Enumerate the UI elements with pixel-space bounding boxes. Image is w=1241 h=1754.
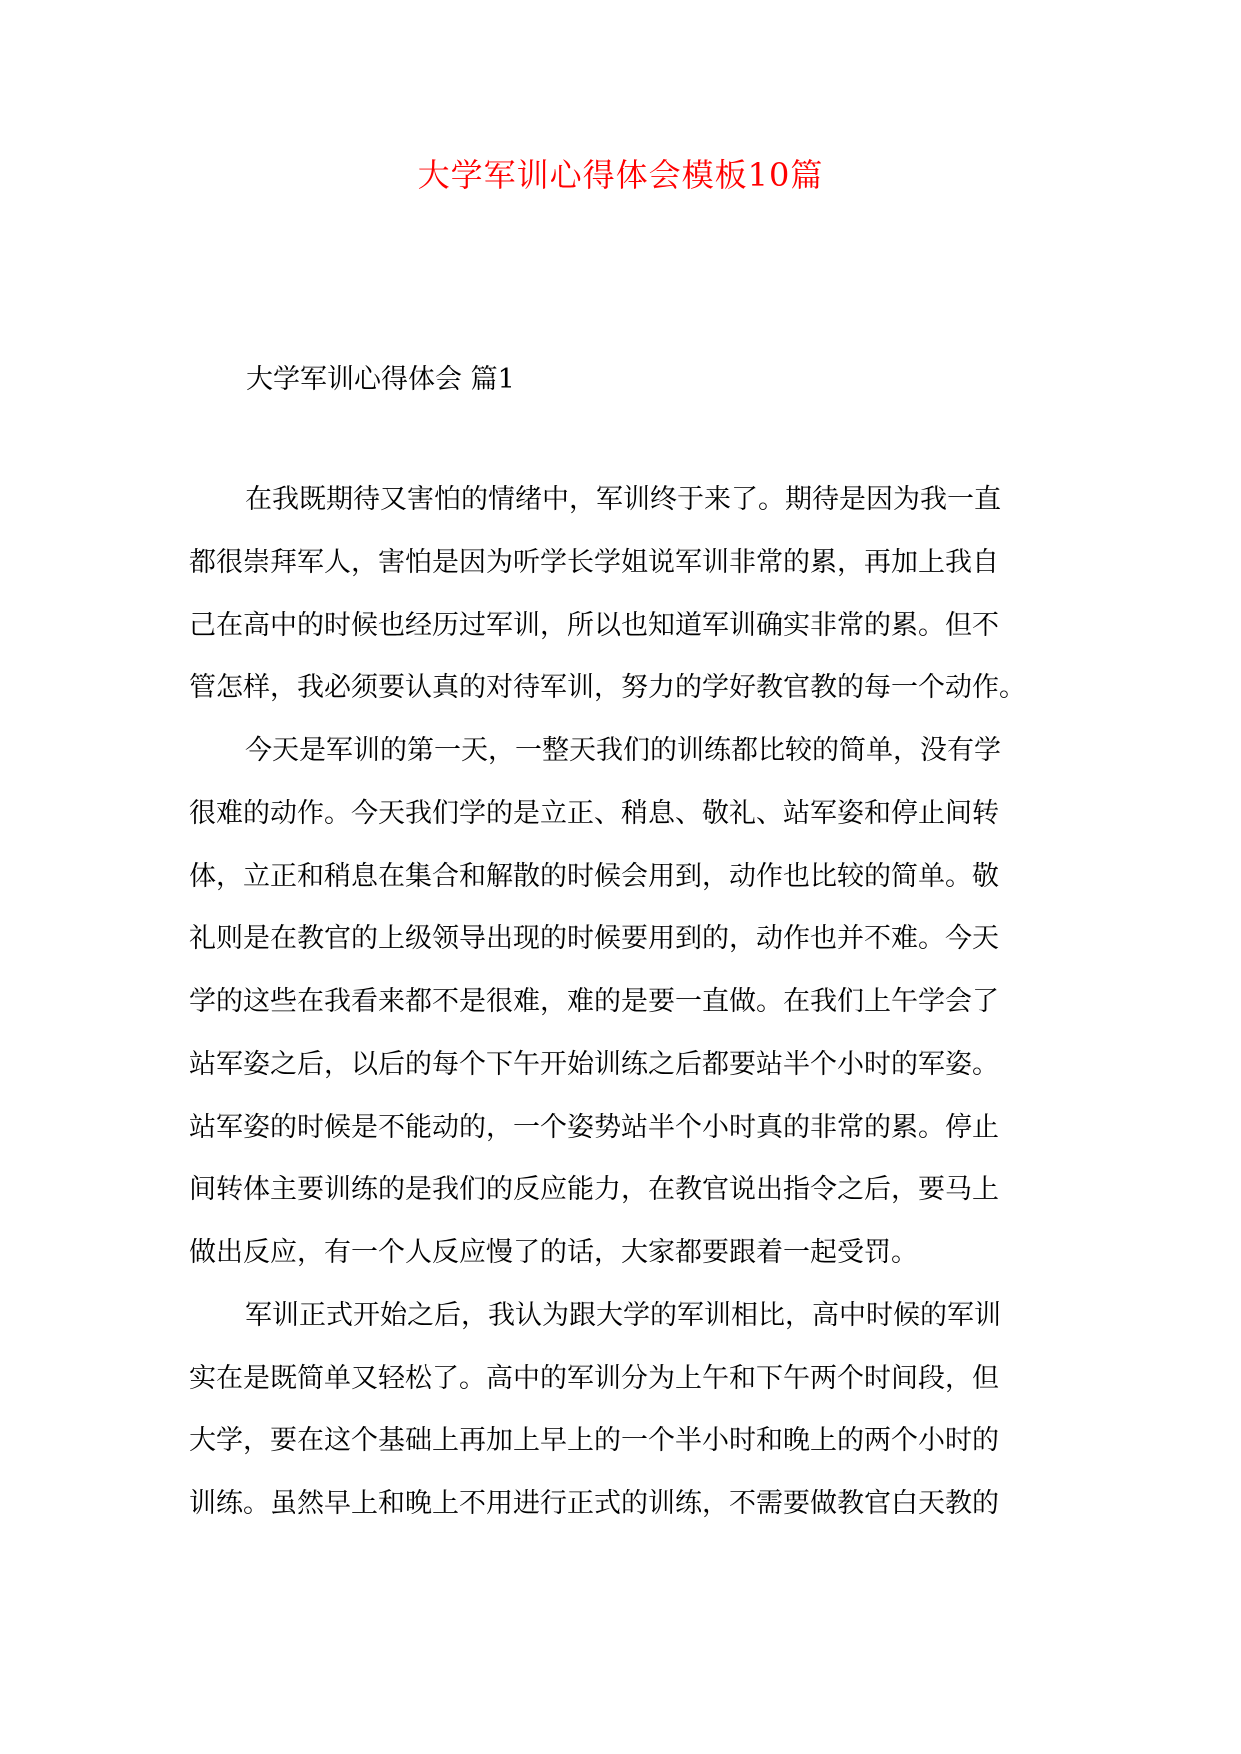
body-line: 在我既期待又害怕的情绪中，军训终于来了。期待是因为我一直: [245, 484, 1001, 515]
body-line: 管怎样，我必须要认真的对待军训，努力的学好教官教的每一个动作。: [189, 672, 1026, 704]
body-line: 礼则是在教官的上级领导出现的时候要用到的，动作也并不难。今天: [189, 923, 999, 955]
body-line: 站军姿之后，以后的每个下午开始训练之后都要站半个小时的军姿。: [189, 1048, 999, 1080]
section-heading: 大学军训心得体会 篇1: [246, 364, 515, 395]
body-line: 间转体主要训练的是我们的反应能力，在教官说出指令之后，要马上: [189, 1174, 999, 1206]
body-line: 体，立正和稍息在集合和解散的时候会用到，动作也比较的简单。敬: [189, 860, 999, 892]
document-title: 大学军训心得体会模板10篇: [417, 156, 824, 194]
body-line: 大学，要在这个基础上再加上早上的一个半小时和晚上的两个小时的: [189, 1425, 999, 1457]
body-line: 己在高中的时候也经历过军训，所以也知道军训确实非常的累。但不: [189, 609, 999, 641]
body-line: 做出反应，有一个人反应慢了的话，大家都要跟着一起受罚。: [189, 1237, 918, 1268]
body-line: 学的这些在我看来都不是很难，难的是要一直做。在我们上午学会了: [189, 986, 999, 1017]
body-line: 很难的动作。今天我们学的是立正、稍息、敬礼、站军姿和停止间转: [189, 797, 999, 829]
body-line: 实在是既简单又轻松了。高中的军训分为上午和下午两个时间段，但: [189, 1362, 999, 1394]
body-line: 都很崇拜军人，害怕是因为听学长学姐说军训非常的累，再加上我自: [189, 546, 999, 578]
body-line: 站军姿的时候是不能动的，一个姿势站半个小时真的非常的累。停止: [189, 1111, 999, 1143]
body-line: 训练。虽然早上和晚上不用进行正式的训练，不需要做教官白天教的: [189, 1488, 999, 1519]
body-line: 军训正式开始之后，我认为跟大学的军训相比，高中时候的军训: [245, 1299, 1001, 1331]
body-text: [189, 480, 1059, 1547]
body-line: 今天是军训的第一天，一整天我们的训练都比较的简单，没有学: [245, 735, 1001, 766]
